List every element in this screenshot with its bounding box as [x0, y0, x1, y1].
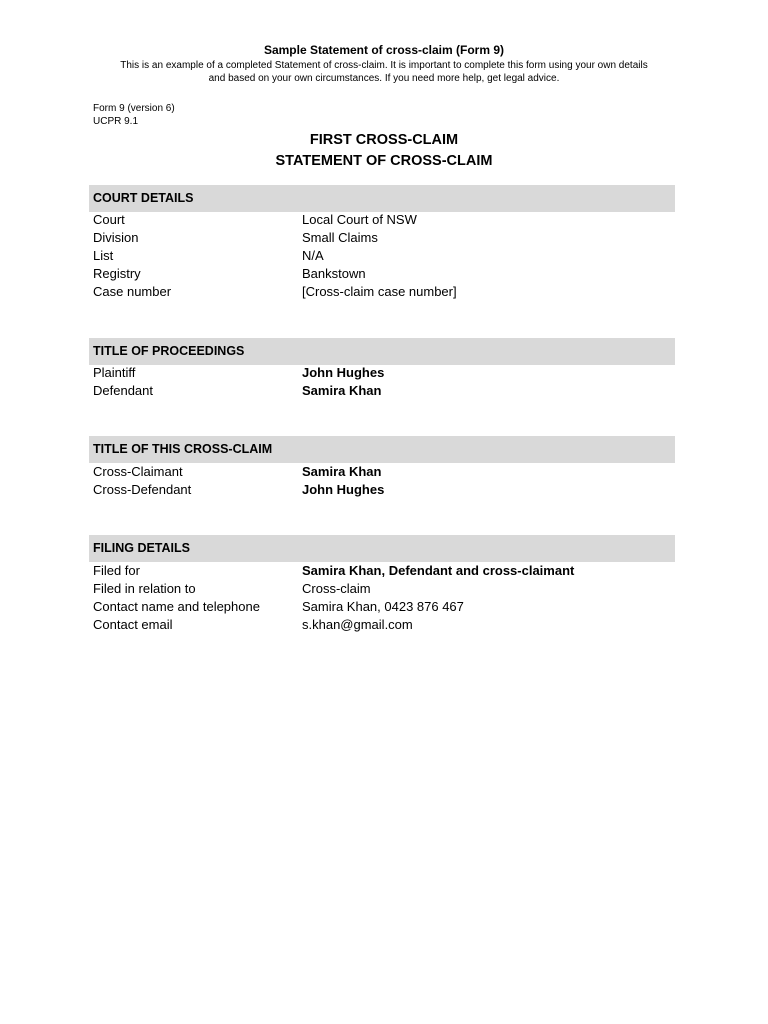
- row-value: Small Claims: [302, 230, 378, 245]
- court-details-section: [89, 185, 675, 301]
- main-title: [0, 130, 768, 172]
- row-value: Samira Khan, 0423 876 467: [302, 599, 464, 614]
- detail-row-case-number: [89, 283, 675, 301]
- row-label: Cross-Defendant: [93, 482, 192, 497]
- row-value: John Hughes: [302, 365, 385, 380]
- form-version: Form 9 (version 6): [93, 103, 175, 114]
- section-heading: TITLE OF PROCEEDINGS: [89, 338, 675, 365]
- detail-row-division: [89, 229, 675, 247]
- row-value: Local Court of NSW: [302, 212, 417, 227]
- row-label: Filed in relation to: [93, 581, 196, 596]
- detail-row-list: [89, 247, 675, 265]
- detail-row-court: [89, 211, 675, 229]
- detail-row-filed-in-relation-to: [89, 580, 675, 598]
- document-header: [0, 42, 768, 85]
- row-label: List: [93, 248, 114, 263]
- row-value: [Cross-claim case number]: [302, 284, 457, 299]
- row-value: Bankstown: [302, 266, 366, 281]
- detail-row-cross-claimant: [89, 463, 675, 481]
- row-label: Registry: [93, 266, 141, 281]
- main-title-line-2: STATEMENT OF CROSS-CLAIM: [275, 153, 493, 169]
- section-heading: COURT DETAILS: [89, 185, 675, 212]
- detail-row-plaintiff: [89, 364, 675, 382]
- row-value: John Hughes: [302, 482, 385, 497]
- row-label: Defendant: [93, 383, 153, 398]
- intro-line-1: This is an example of a completed Statement of cross-claim. It is important to complete this form using your own details: [120, 60, 648, 71]
- row-value: Samira Khan: [302, 383, 382, 398]
- title-of-proceedings-section: [89, 338, 675, 400]
- detail-row-defendant: [89, 382, 675, 400]
- main-title-line-1: FIRST CROSS-CLAIM: [309, 132, 459, 148]
- detail-row-contact-name-telephone: [89, 598, 675, 616]
- row-label: Cross-Claimant: [93, 464, 183, 479]
- form-rule: UCPR 9.1: [93, 116, 139, 127]
- section-heading: TITLE OF THIS CROSS-CLAIM: [89, 436, 675, 463]
- row-value: s.khan@gmail.com: [302, 617, 413, 632]
- section-heading: FILING DETAILS: [89, 535, 675, 562]
- filing-details-section: [89, 535, 675, 634]
- detail-row-filed-for: [89, 562, 675, 580]
- row-value: N/A: [302, 248, 324, 263]
- row-label: Court: [93, 212, 125, 227]
- detail-row-contact-email: [89, 616, 675, 634]
- row-label: Filed for: [93, 563, 140, 578]
- row-value: Samira Khan: [302, 464, 382, 479]
- detail-row-cross-defendant: [89, 481, 675, 499]
- row-label: Contact name and telephone: [93, 599, 260, 614]
- document-title: Sample Statement of cross-claim (Form 9): [263, 43, 505, 57]
- row-label: Division: [93, 230, 139, 245]
- row-label: Plaintiff: [93, 365, 136, 380]
- detail-row-registry: [89, 265, 675, 283]
- intro-line-2: and based on your own circumstances. If you need more help, get legal advice.: [208, 73, 560, 84]
- document-intro: [89, 59, 679, 85]
- row-value: Cross-claim: [302, 581, 371, 596]
- row-value: Samira Khan, Defendant and cross-claimant: [302, 563, 575, 578]
- form-reference: [93, 102, 175, 128]
- row-label: Contact email: [93, 617, 173, 632]
- row-label: Case number: [93, 284, 172, 299]
- title-of-cross-claim-section: [89, 436, 675, 499]
